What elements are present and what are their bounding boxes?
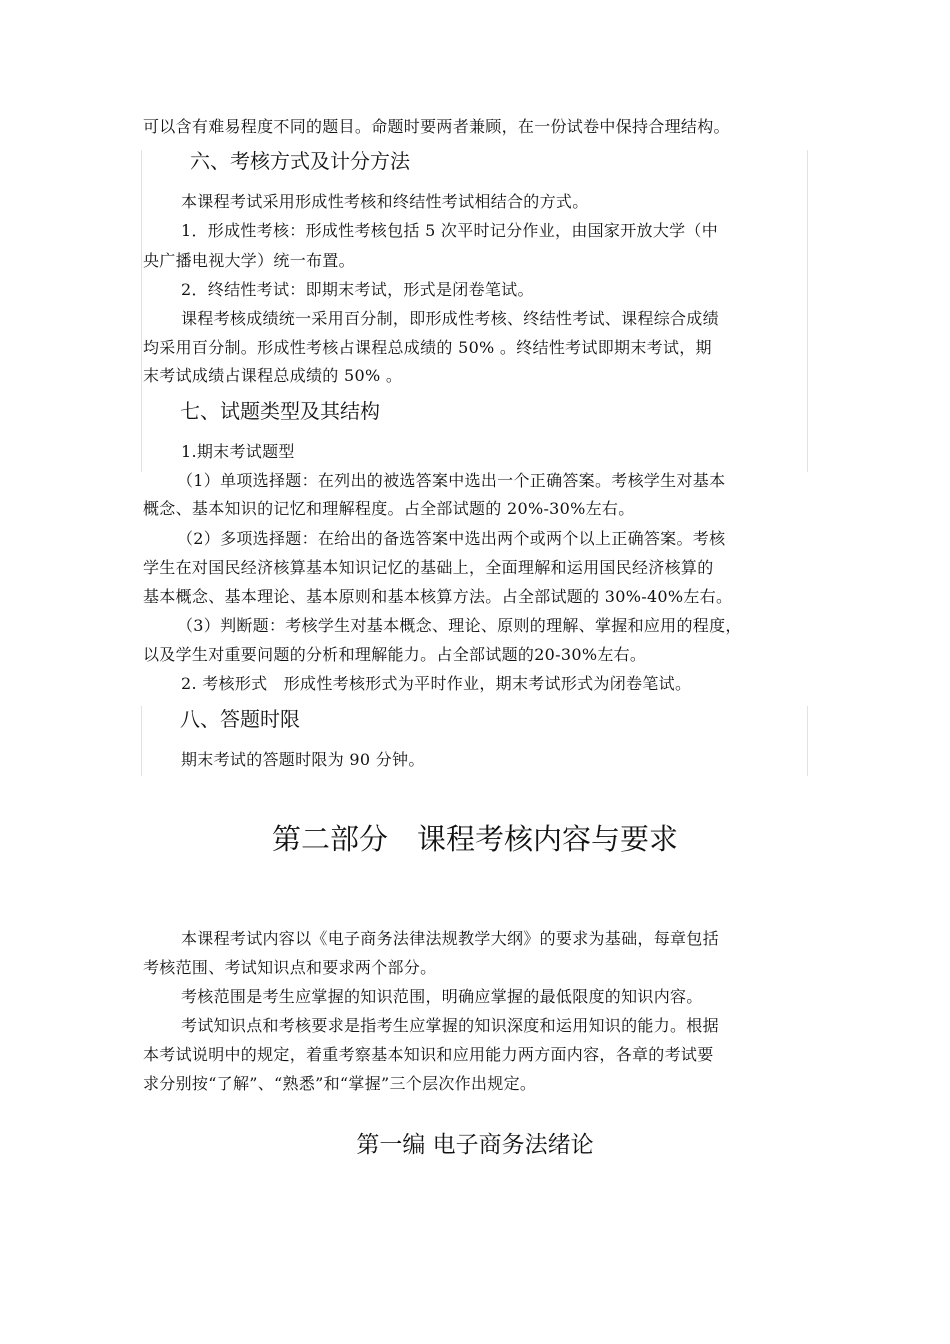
part2-line: 考核范围、考试知识点和要求两个部分。 xyxy=(143,958,437,977)
part2-line: 求分别按“了解”、“熟悉”和“掌握”三个层次作出规定。 xyxy=(143,1074,537,1093)
section6-line: 末考试成绩占课程总成绩的 50% 。 xyxy=(143,366,403,385)
section6-line: 2．终结性考试：即期末考试，形式是闭卷笔试。 xyxy=(181,280,534,299)
section6-line: 本课程考试采用形成性考核和终结性考试相结合的方式。 xyxy=(181,192,589,211)
section8-heading: 八、答题时限 xyxy=(180,707,300,731)
section7-line: （1）单项选择题：在列出的被选答案中选出一个正确答案。考核学生对基本 xyxy=(177,471,726,490)
section8-line: 期末考试的答题时限为 90 分钟。 xyxy=(181,750,425,769)
section7-line: 1.期末考试题型 xyxy=(181,442,295,461)
section6-heading: 六、考核方式及计分方法 xyxy=(190,149,410,173)
section7-line: 2. 考核形式 形成性考核形式为平时作业，期末考试形式为闭卷笔试。 xyxy=(181,674,692,693)
section7-line: 以及学生对重要问题的分析和理解能力。占全部试题的20-30%左右。 xyxy=(143,645,647,664)
section7-line: （2）多项选择题：在给出的备选答案中选出两个或两个以上正确答案。考核 xyxy=(177,529,726,548)
section6-line: 均采用百分制。形成性考核占课程总成绩的 50% 。终结性考试即期末考试，期 xyxy=(143,338,712,357)
section6-line: 课程考核成绩统一采用百分制，即形成性考核、终结性考试、课程综合成绩 xyxy=(181,309,719,328)
part2-line: 考核范围是考生应掌握的知识范围，明确应掌握的最低限度的知识内容。 xyxy=(181,987,703,1006)
intro-line: 可以含有难易程度不同的题目。命题时要两者兼顾，在一份试卷中保持合理结构。 xyxy=(143,117,730,136)
part2-line: 本课程考试内容以《电子商务法律法规教学大纲》的要求为基础，每章包括 xyxy=(181,929,719,948)
section6-line: 央广播电视大学）统一布置。 xyxy=(143,251,355,270)
chapter1-title: 第一编 电子商务法绪论 xyxy=(356,1132,594,1158)
part2-line: 本考试说明中的规定，着重考察基本知识和应用能力两方面内容，各章的考试要 xyxy=(143,1045,714,1064)
section6-line: 1．形成性考核：形成性考核包括 5 次平时记分作业，由国家开放大学（中 xyxy=(181,221,719,240)
section7-line: 基本概念、基本理论、基本原则和基本核算方法。占全部试题的 30%-40%左右。 xyxy=(143,587,733,606)
section7-line: （3）判断题：考核学生对基本概念、理论、原则的理解、掌握和应用的程度， xyxy=(177,616,742,635)
section7-heading: 七、试题类型及其结构 xyxy=(180,399,380,423)
part2-title: 第二部分 课程考核内容与要求 xyxy=(271,822,678,856)
part2-line: 考试知识点和考核要求是指考生应掌握的知识深度和运用知识的能力。根据 xyxy=(181,1016,719,1035)
section7-line: 概念、基本知识的记忆和理解程度。占全部试题的 20%-30%左右。 xyxy=(143,499,635,518)
section7-line: 学生在对国民经济核算基本知识记忆的基础上，全面理解和运用国民经济核算的 xyxy=(143,558,714,577)
